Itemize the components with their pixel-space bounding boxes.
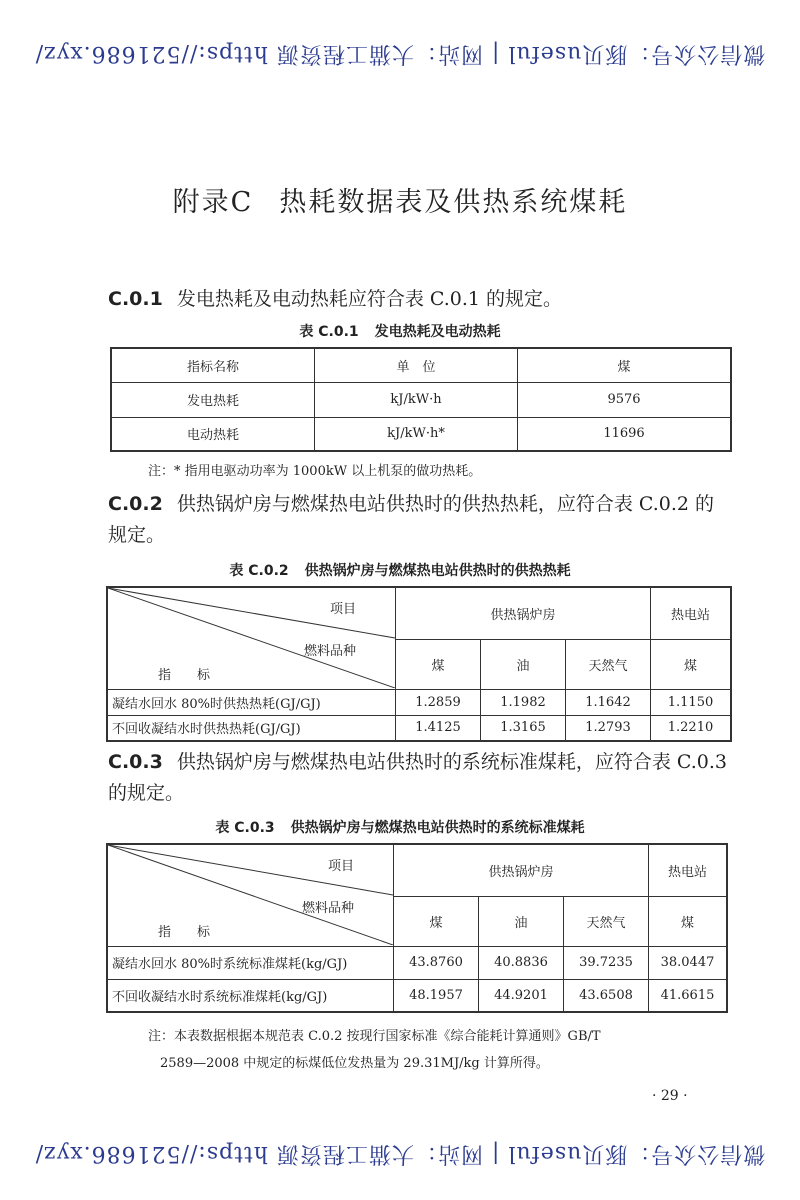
clause-c01 xyxy=(108,284,733,315)
table-c02 xyxy=(106,586,732,742)
table-c01 xyxy=(110,347,732,452)
header-cell: 单 位 xyxy=(315,348,518,382)
table-number: 表 C.0.1 xyxy=(299,324,359,340)
row-value: 11696 xyxy=(518,417,732,451)
diag-label-indicator: 指 标 xyxy=(158,668,211,684)
table-row xyxy=(107,715,731,741)
clause-text: 供热锅炉房与燃煤热电站供热时的系统标准煤耗，应符合表 C.0.3 的规定。 xyxy=(108,751,727,804)
row-label: 不回收凝结水时供热热耗(GJ/GJ) xyxy=(107,715,396,741)
table-row xyxy=(107,979,727,1012)
clause-number: C.0.3 xyxy=(108,751,163,773)
table-number: 表 C.0.3 xyxy=(215,820,275,836)
watermark-top: 微信公众号：豚贝useful | 网站：大猫工程资源 https://521686.xyz/ xyxy=(34,41,766,66)
table-caption-c03 xyxy=(0,817,800,837)
fuel-header: 煤 xyxy=(651,639,732,689)
clause-c03 xyxy=(108,747,733,809)
table-note-c03-line2: 2589—2008 中规定的标煤低位发热量为 29.31MJ/kg 计算所得。 xyxy=(160,1056,549,1071)
diag-label-item: 项目 xyxy=(330,602,357,618)
table-note-c03-line1: 注：本表数据根据本规范表 C.0.2 按现行国家标准《综合能耗计算通则》GB/T xyxy=(148,1029,601,1044)
fuel-header: 煤 xyxy=(396,639,481,689)
row-value: 43.8760 xyxy=(394,946,479,979)
row-label: 凝结水回水 80%时系统标准煤耗(kg/GJ) xyxy=(107,946,394,979)
clause-c02 xyxy=(108,489,733,551)
header-cell: 指标名称 xyxy=(111,348,315,382)
row-value: 48.1957 xyxy=(394,979,479,1012)
row-value: 1.1982 xyxy=(481,689,566,715)
fuel-header: 煤 xyxy=(649,896,728,946)
diag-label-fuel: 燃料品种 xyxy=(302,901,355,917)
table-row xyxy=(111,417,731,451)
clause-text: 发电热耗及电动热耗应符合表 C.0.1 的规定。 xyxy=(176,288,563,310)
table-caption-c01 xyxy=(0,321,800,341)
table-note-c01: 注：* 指用电驱动功率为 1000kW 以上机泵的做功热耗。 xyxy=(148,464,482,479)
fuel-header: 天然气 xyxy=(564,896,649,946)
appendix-label: 附录C xyxy=(172,187,254,218)
diagonal-header-cell xyxy=(107,587,396,689)
group-header-boiler: 供热锅炉房 xyxy=(394,844,649,896)
row-value: 1.3165 xyxy=(481,715,566,741)
diag-label-fuel: 燃料品种 xyxy=(304,644,357,660)
row-value: 43.6508 xyxy=(564,979,649,1012)
table-header-row xyxy=(111,348,731,382)
row-value: 9576 xyxy=(518,382,732,417)
row-value: 1.4125 xyxy=(396,715,481,741)
group-header-plant: 热电站 xyxy=(651,587,732,639)
fuel-header: 煤 xyxy=(394,896,479,946)
clause-text: 供热锅炉房与燃煤热电站供热时的供热热耗，应符合表 C.0.2 的规定。 xyxy=(108,493,715,546)
watermark-bottom: 微信公众号：豚贝useful | 网站：大猫工程资源 https://521686.xyz/ xyxy=(34,1141,766,1166)
diag-label-indicator: 指 标 xyxy=(158,925,211,941)
row-label: 电动热耗 xyxy=(111,417,315,451)
fuel-header: 天然气 xyxy=(566,639,651,689)
header-cell: 煤 xyxy=(518,348,732,382)
row-value: 41.6615 xyxy=(649,979,728,1012)
table-row xyxy=(107,689,731,715)
clause-number: C.0.2 xyxy=(108,493,163,515)
row-value: 38.0447 xyxy=(649,946,728,979)
page-number: · 29 · xyxy=(652,1088,688,1104)
row-value: 1.2859 xyxy=(396,689,481,715)
table-row xyxy=(107,946,727,979)
table-number: 表 C.0.2 xyxy=(229,563,289,579)
row-value: 44.9201 xyxy=(479,979,564,1012)
group-header-plant: 热电站 xyxy=(649,844,728,896)
row-label: 不回收凝结水时系统标准煤耗(kg/GJ) xyxy=(107,979,394,1012)
table-caption-text: 供热锅炉房与燃煤热电站供热时的供热热耗 xyxy=(304,563,571,579)
page-title xyxy=(0,180,800,219)
row-value: 1.1642 xyxy=(566,689,651,715)
clause-number: C.0.1 xyxy=(108,288,163,310)
row-value: 1.2793 xyxy=(566,715,651,741)
row-value: 40.8836 xyxy=(479,946,564,979)
diagonal-header-cell xyxy=(107,844,394,946)
table-caption-text: 发电热耗及电动热耗 xyxy=(374,324,501,340)
row-value: 1.1150 xyxy=(651,689,732,715)
row-label: 凝结水回水 80%时供热热耗(GJ/GJ) xyxy=(107,689,396,715)
fuel-header: 油 xyxy=(479,896,564,946)
row-unit: kJ/kW·h* xyxy=(315,417,518,451)
row-unit: kJ/kW·h xyxy=(315,382,518,417)
row-value: 1.2210 xyxy=(651,715,732,741)
table-caption-text: 供热锅炉房与燃煤热电站供热时的系统标准煤耗 xyxy=(290,820,585,836)
table-row xyxy=(111,382,731,417)
row-label: 发电热耗 xyxy=(111,382,315,417)
table-caption-c02 xyxy=(0,560,800,580)
row-value: 39.7235 xyxy=(564,946,649,979)
diag-label-item: 项目 xyxy=(328,859,355,875)
group-header-boiler: 供热锅炉房 xyxy=(396,587,651,639)
fuel-header: 油 xyxy=(481,639,566,689)
appendix-title: 热耗数据表及供热系统煤耗 xyxy=(279,187,628,218)
table-c03 xyxy=(106,843,728,1013)
